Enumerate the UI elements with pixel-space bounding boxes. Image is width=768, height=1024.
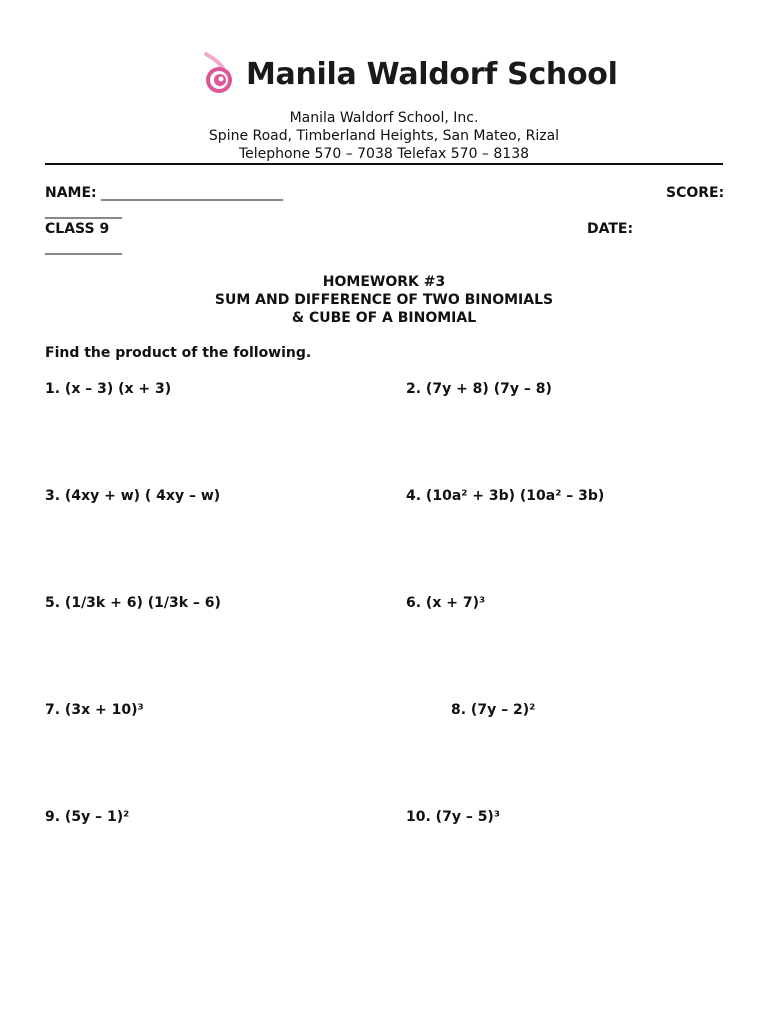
school-name-logo-text: Manila Waldorf School (246, 56, 618, 92)
problem-3: 3. (4xy + w) ( 4xy – w) (45, 488, 221, 504)
problem-1: 1. (x – 3) (x + 3) (45, 381, 172, 397)
problem-2: 2. (7y + 8) (7y – 8) (406, 381, 552, 397)
score-label: SCORE: (666, 185, 725, 201)
problem-7: 7. (3x + 10)³ (45, 702, 144, 718)
homework-topic-line2: & CUBE OF A BINOMIAL (291, 310, 477, 326)
problem-5: 5. (1/3k + 6) (1/3k – 6) (45, 595, 221, 611)
problem-4: 4. (10a² + 3b) (10a² – 3b) (406, 488, 605, 504)
address-line-phone: Telephone 570 – 7038 Telefax 570 – 8138 (238, 146, 530, 162)
address-line-company: Manila Waldorf School, Inc. (289, 110, 479, 126)
instruction-text: Find the product of the following. (45, 345, 312, 361)
date-label: DATE: (587, 221, 634, 237)
problem-9: 9. (5y – 1)² (45, 809, 130, 825)
problem-10: 10. (7y – 5)³ (406, 809, 500, 825)
name-blank-line[interactable]: __________________________ (101, 185, 283, 201)
class-label: CLASS 9 (45, 221, 110, 237)
spiral-logo-icon (200, 50, 238, 98)
homework-topic-line1: SUM AND DIFFERENCE OF TWO BINOMIALS (214, 292, 554, 308)
name-label: NAME: (45, 185, 97, 201)
homework-title: HOMEWORK #3 (322, 274, 446, 290)
school-logo (200, 50, 618, 98)
date-blank-line[interactable]: ___________ (45, 239, 122, 255)
address-line-street: Spine Road, Timberland Heights, San Mateo, Rizal (208, 128, 560, 144)
problem-6: 6. (x + 7)³ (406, 595, 486, 611)
problem-8: 8. (7y – 2)² (451, 702, 536, 718)
header-divider (45, 163, 723, 165)
score-blank-line[interactable]: ___________ (45, 203, 122, 219)
